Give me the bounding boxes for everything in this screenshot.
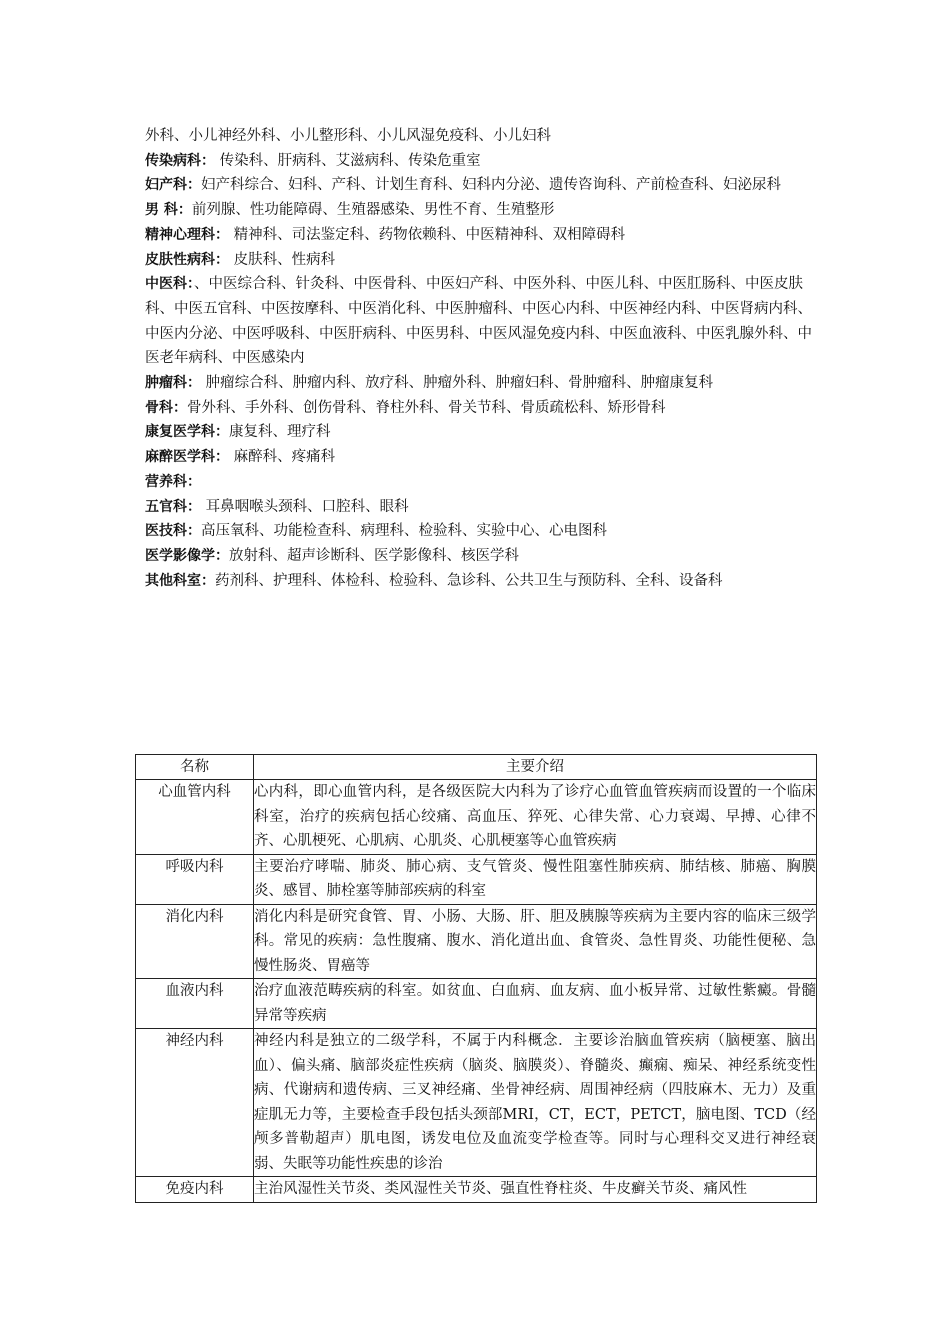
table-row (136, 1177, 817, 1203)
table-row (136, 780, 817, 855)
department-list (145, 124, 817, 593)
department-category: 骨科： (145, 399, 187, 416)
department-category: 妇产科： (145, 177, 201, 194)
department-description-cell: 治疗血液范畴疾病的科室。如贫血、白血病、血友病、血小板异常、过敏性紫癜。骨髓异常等疾病 (254, 979, 817, 1029)
department-category: 传染病科： (145, 152, 215, 169)
table-row (136, 979, 817, 1029)
department-category: 医技科： (145, 523, 201, 540)
table-row (136, 1029, 817, 1177)
department-line (145, 569, 817, 594)
department-items: 药剂科、护理科、体检科、检验科、急诊科、公共卫生与预防科、全科、设备科 (215, 572, 723, 589)
department-line (145, 173, 817, 198)
department-line (145, 371, 817, 396)
department-category: 其他科室： (145, 572, 215, 589)
department-items: 皮肤科、性病科 (229, 251, 336, 268)
department-items: 麻醉科、疼痛科 (229, 449, 336, 466)
department-category: 肿瘤科： (145, 375, 201, 392)
department-items: 外科、小儿神经外科、小儿整形科、小儿风湿免疫科、小儿妇科 (145, 128, 551, 144)
department-line (145, 470, 817, 495)
department-name-cell: 呼吸内科 (136, 854, 254, 904)
department-category: 营养科： (145, 473, 201, 490)
department-description-cell: 消化内科是研究食管、胃、小肠、大肠、肝、胆及胰腺等疾病为主要内容的临床三级学科。常见的疾病：急性腹痛、腹水、消化道出血、食管炎、急性胃炎、功能性便秘、急慢性肠炎、胃癌等 (254, 904, 817, 979)
department-description-cell: 主要治疗哮喘、肺炎、肺心病、支气管炎、慢性阻塞性肺疾病、肺结核、肺癌、胸膜炎、感冒、肺栓塞等肺部疾病的科室 (254, 854, 817, 904)
department-name-cell: 血液内科 (136, 979, 254, 1029)
department-category: 麻醉医学科： (145, 449, 229, 466)
department-items: 康复科、理疗科 (229, 424, 331, 441)
department-line (145, 519, 817, 544)
department-name-cell: 免疫内科 (136, 1177, 254, 1203)
table-header-row (136, 755, 817, 780)
department-line (145, 445, 817, 470)
department-line (145, 272, 817, 371)
department-line (145, 420, 817, 445)
department-items: 放射科、超声诊断科、医学影像科、核医学科 (229, 547, 519, 564)
department-items: 骨外科、手外科、创伤骨科、脊柱外科、骨关节科、骨质疏松科、矫形骨科 (187, 399, 666, 416)
department-description-cell: 主治风湿性关节炎、类风湿性关节炎、强直性脊柱炎、牛皮癣关节炎、痛风性 (254, 1177, 817, 1203)
header-name: 名称 (136, 755, 254, 780)
table-row (136, 904, 817, 979)
department-name-cell: 心血管内科 (136, 780, 254, 855)
department-description-cell: 神经内科是独立的二级学科，不属于内科概念．主要诊治脑血管疾病（脑梗塞、脑出血）、偏头痛、脑部炎症性疾病（脑炎、脑膜炎）、脊髓炎、癫痫、痴呆、神经系统变性病、代谢病和遗传病、三叉神经痛、坐骨神经病、周围神经病（四肢麻木、无力）及重症肌无力等，主要检查手段包括头颈部MRI，CT，ECT，PETCT，脑电图、TCD（经颅多普勒超声）肌电图，诱发电位及血流变学检查等。同时与心理科交叉进行神经衰弱、失眠等功能性疾患的诊治 (254, 1029, 817, 1177)
department-line (145, 198, 817, 223)
department-line (145, 544, 817, 569)
department-items: 耳鼻咽喉头颈科、口腔科、眼科 (201, 498, 409, 515)
department-category: 男 科： (145, 202, 192, 219)
department-intro-table (135, 754, 817, 1203)
department-category: 五官科： (145, 498, 201, 515)
department-name-cell: 消化内科 (136, 904, 254, 979)
department-items: 、中医综合科、针灸科、中医骨科、中医妇产科、中医外科、中医儿科、中医肛肠科、中医皮肤科、中医五官科、中医按摩科、中医消化科、中医肿瘤科、中医心内科、中医神经内科、中医肾病内科、中医内分泌、中医呼吸科、中医肝病科、中医男科、中医风湿免疫内科、中医血液科、中医乳腺外科、中医老年病科、中医感染内 (145, 276, 812, 367)
department-items: 传染科、肝病科、艾滋病科、传染危重室 (215, 152, 481, 169)
department-items: 妇产科综合、妇科、产科、计划生育科、妇科内分泌、遗传咨询科、产前检查科、妇泌尿科 (201, 177, 781, 194)
department-description-cell: 心内科，即心血管内科，是各级医院大内科为了诊疗心血管血管疾病而设置的一个临床科室，治疗的疾病包括心绞痛、高血压、猝死、心律失常、心力衰竭、早搏、心律不齐、心肌梗死、心肌病、心肌炎、心肌梗塞等心血管疾病 (254, 780, 817, 855)
department-line (145, 124, 817, 149)
department-items: 前列腺、性功能障碍、生殖器感染、男性不育、生殖整形 (191, 202, 555, 219)
department-category: 中医科： (145, 276, 194, 293)
department-line (145, 248, 817, 273)
department-line (145, 495, 817, 520)
department-items: 精神科、司法鉴定科、药物依赖科、中医精神科、双相障碍科 (229, 226, 626, 243)
department-category: 医学影像学： (145, 547, 229, 564)
department-line (145, 149, 817, 174)
department-items: 肿瘤综合科、肿瘤内科、放疗科、肿瘤外科、肿瘤妇科、骨肿瘤科、肿瘤康复科 (201, 375, 714, 392)
department-items: 高压氧科、功能检查科、病理科、检验科、实验中心、心电图科 (201, 523, 607, 540)
department-line (145, 223, 817, 248)
department-line (145, 396, 817, 421)
header-description: 主要介绍 (254, 755, 817, 780)
department-name-cell: 神经内科 (136, 1029, 254, 1177)
department-category: 皮肤性病科： (145, 251, 229, 268)
department-category: 康复医学科： (145, 424, 229, 441)
department-category: 精神心理科： (145, 226, 229, 243)
table-row (136, 854, 817, 904)
